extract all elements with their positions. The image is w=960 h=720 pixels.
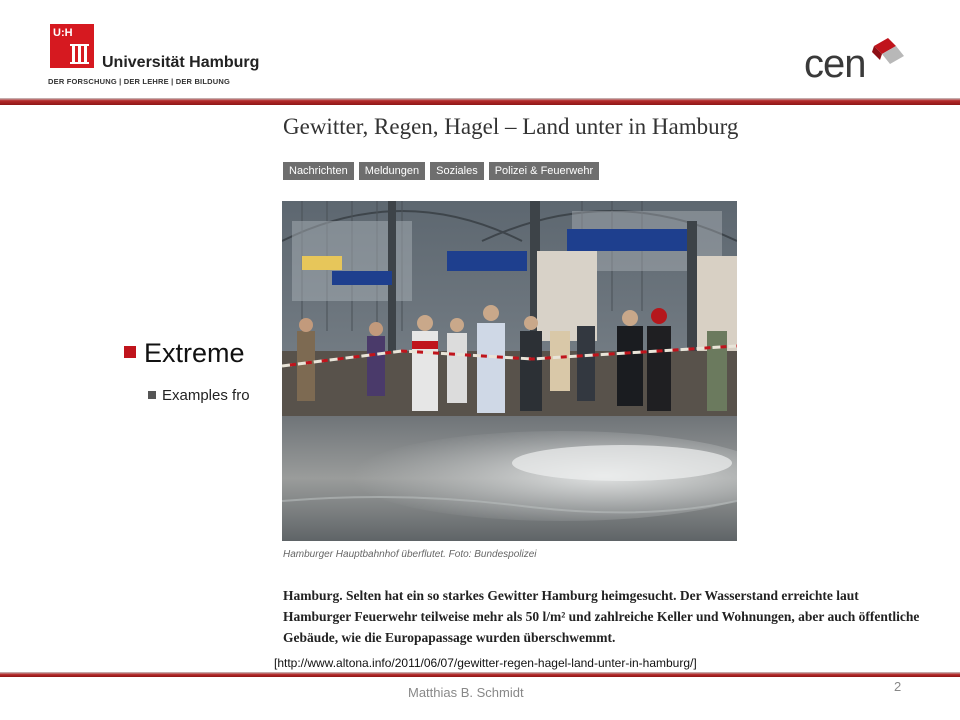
news-clipping xyxy=(265,108,933,653)
page-number: 2 xyxy=(894,679,902,694)
bullet-text: Extreme xyxy=(144,338,245,368)
category-tags xyxy=(283,162,599,180)
bullet-text: Examples fro xyxy=(162,387,250,404)
university-tagline: DER FORSCHUNG | DER LEHRE | DER BILDUNG xyxy=(48,77,231,86)
tag-polizei-feuerwehr[interactable]: Polizei & Feuerwehr xyxy=(489,162,599,180)
bullet-level-1 xyxy=(124,338,245,369)
news-photo xyxy=(282,201,737,541)
bullet-square-icon xyxy=(148,391,156,399)
article-text: Hamburg. Selten hat ein so starkes Gewitter Hamburg heimgesucht. Der Wasserstand erreichte laut Hamburger Feuerwehr teilweise mehr als 50 l/m² und zahlreiche Keller und Wohnungen, aber auch öffentliche Gebäude, wie die Europapassage wurden überschwemmt. xyxy=(283,588,920,645)
header-rule xyxy=(0,98,960,105)
uhh-logo-mark xyxy=(50,24,94,68)
news-headline: Gewitter, Regen, Hagel – Land unter in Hamburg xyxy=(283,114,739,139)
source-url[interactable]: [http://www.altona.info/2011/06/07/gewitter-regen-hagel-land-unter-in-hamburg/] xyxy=(274,656,697,670)
bullet-square-icon xyxy=(124,346,136,358)
uhh-castle-icon xyxy=(50,24,94,68)
tag-nachrichten[interactable]: Nachrichten xyxy=(283,162,354,180)
bullet-level-2 xyxy=(148,387,250,404)
footer-author: Matthias B. Schmidt xyxy=(408,685,524,700)
university-name: Universität Hamburg xyxy=(102,54,260,71)
flooded-station-photo xyxy=(282,201,737,541)
cen-logo-text: cen xyxy=(804,42,866,86)
footer-rule xyxy=(0,672,960,677)
svg-text:U:H: U:H xyxy=(53,27,73,39)
tag-meldungen[interactable]: Meldungen xyxy=(359,162,425,180)
photo-caption: Hamburger Hauptbahnhof überflutet. Foto: Bundespolizei xyxy=(283,549,537,560)
tag-soziales[interactable]: Soziales xyxy=(430,162,484,180)
cen-logo xyxy=(800,36,920,90)
cen-cube-icon xyxy=(866,36,910,66)
university-logo xyxy=(48,22,260,86)
